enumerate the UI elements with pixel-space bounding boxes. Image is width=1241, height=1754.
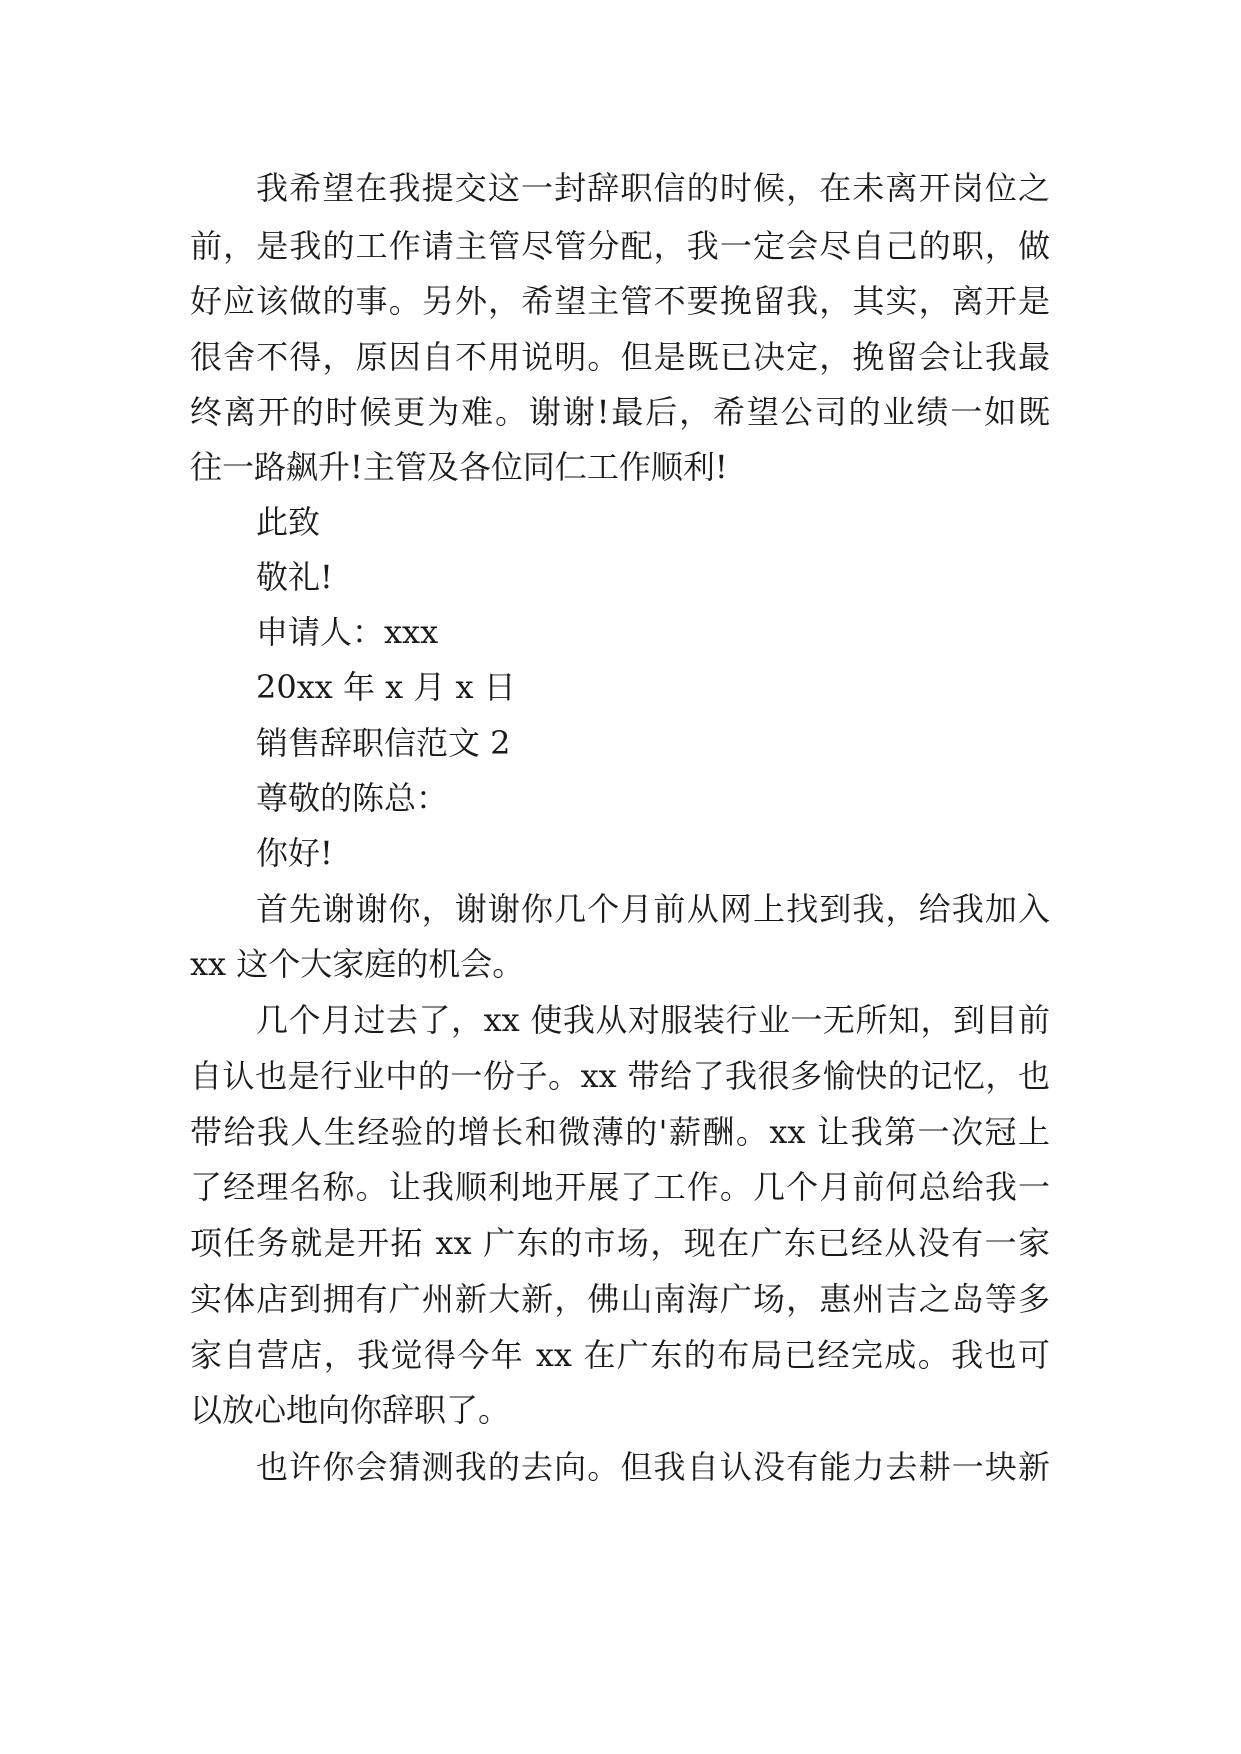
- text-line: 带给我人生经验的增长和微薄的'薪酬。xx 让我第一次冠上: [190, 1113, 1050, 1151]
- recipient-line: 尊敬的陈总：: [256, 779, 449, 817]
- text-line: 自认也是行业中的一份子。xx 带给了我很多愉快的记忆，也: [190, 1057, 1050, 1095]
- text-line: 了经理名称。让我顺利地开展了工作。几个月前何总给我一: [190, 1168, 1050, 1206]
- text-line: 好应该做的事。另外，希望主管不要挽留我，其实，离开是: [190, 282, 1050, 320]
- text-line: 首先谢谢你，谢谢你几个月前从网上找到我，给我加入: [256, 890, 1050, 928]
- closing-regards: 敬礼!: [256, 558, 333, 596]
- text-line: 终离开的时候更为难。谢谢!最后，希望公司的业绩一如既: [190, 393, 1050, 431]
- text-line: 前，是我的工作请主管尽管分配，我一定会尽自己的职，做: [190, 227, 1050, 265]
- text-line: xx 这个大家庭的机会。: [190, 945, 525, 983]
- text-line: 项任务就是开拓 xx 广东的市场，现在广东已经从没有一家: [190, 1224, 1050, 1262]
- applicant-line: 申请人：xxx: [256, 613, 439, 651]
- text-line: 家自营店，我觉得今年 xx 在广东的布局已经完成。我也可: [190, 1336, 1050, 1374]
- date-line: 20xx 年 x 月 x 日: [256, 668, 516, 706]
- greeting-line: 你好!: [256, 834, 333, 872]
- text-line: 以放心地向你辞职了。: [190, 1391, 511, 1429]
- sample-title: 销售辞职信范文 2: [256, 724, 511, 762]
- text-line: 实体店到拥有广州新大新，佛山南海广场，惠州吉之岛等多: [190, 1280, 1050, 1318]
- text-line: 也许你会猜测我的去向。但我自认没有能力去耕一块新: [256, 1448, 1050, 1486]
- text-line: 几个月过去了，xx 使我从对服装行业一无所知，到目前: [256, 1001, 1050, 1039]
- closing-salutation: 此致: [256, 503, 321, 541]
- text-line: 我希望在我提交这一封辞职信的时候，在未离开岗位之: [256, 169, 1050, 207]
- text-line: 很舍不得，原因自不用说明。但是既已决定，挽留会让我最: [190, 338, 1050, 376]
- text-line: 往一路飙升!主管及各位同仁工作顺利!: [190, 448, 728, 486]
